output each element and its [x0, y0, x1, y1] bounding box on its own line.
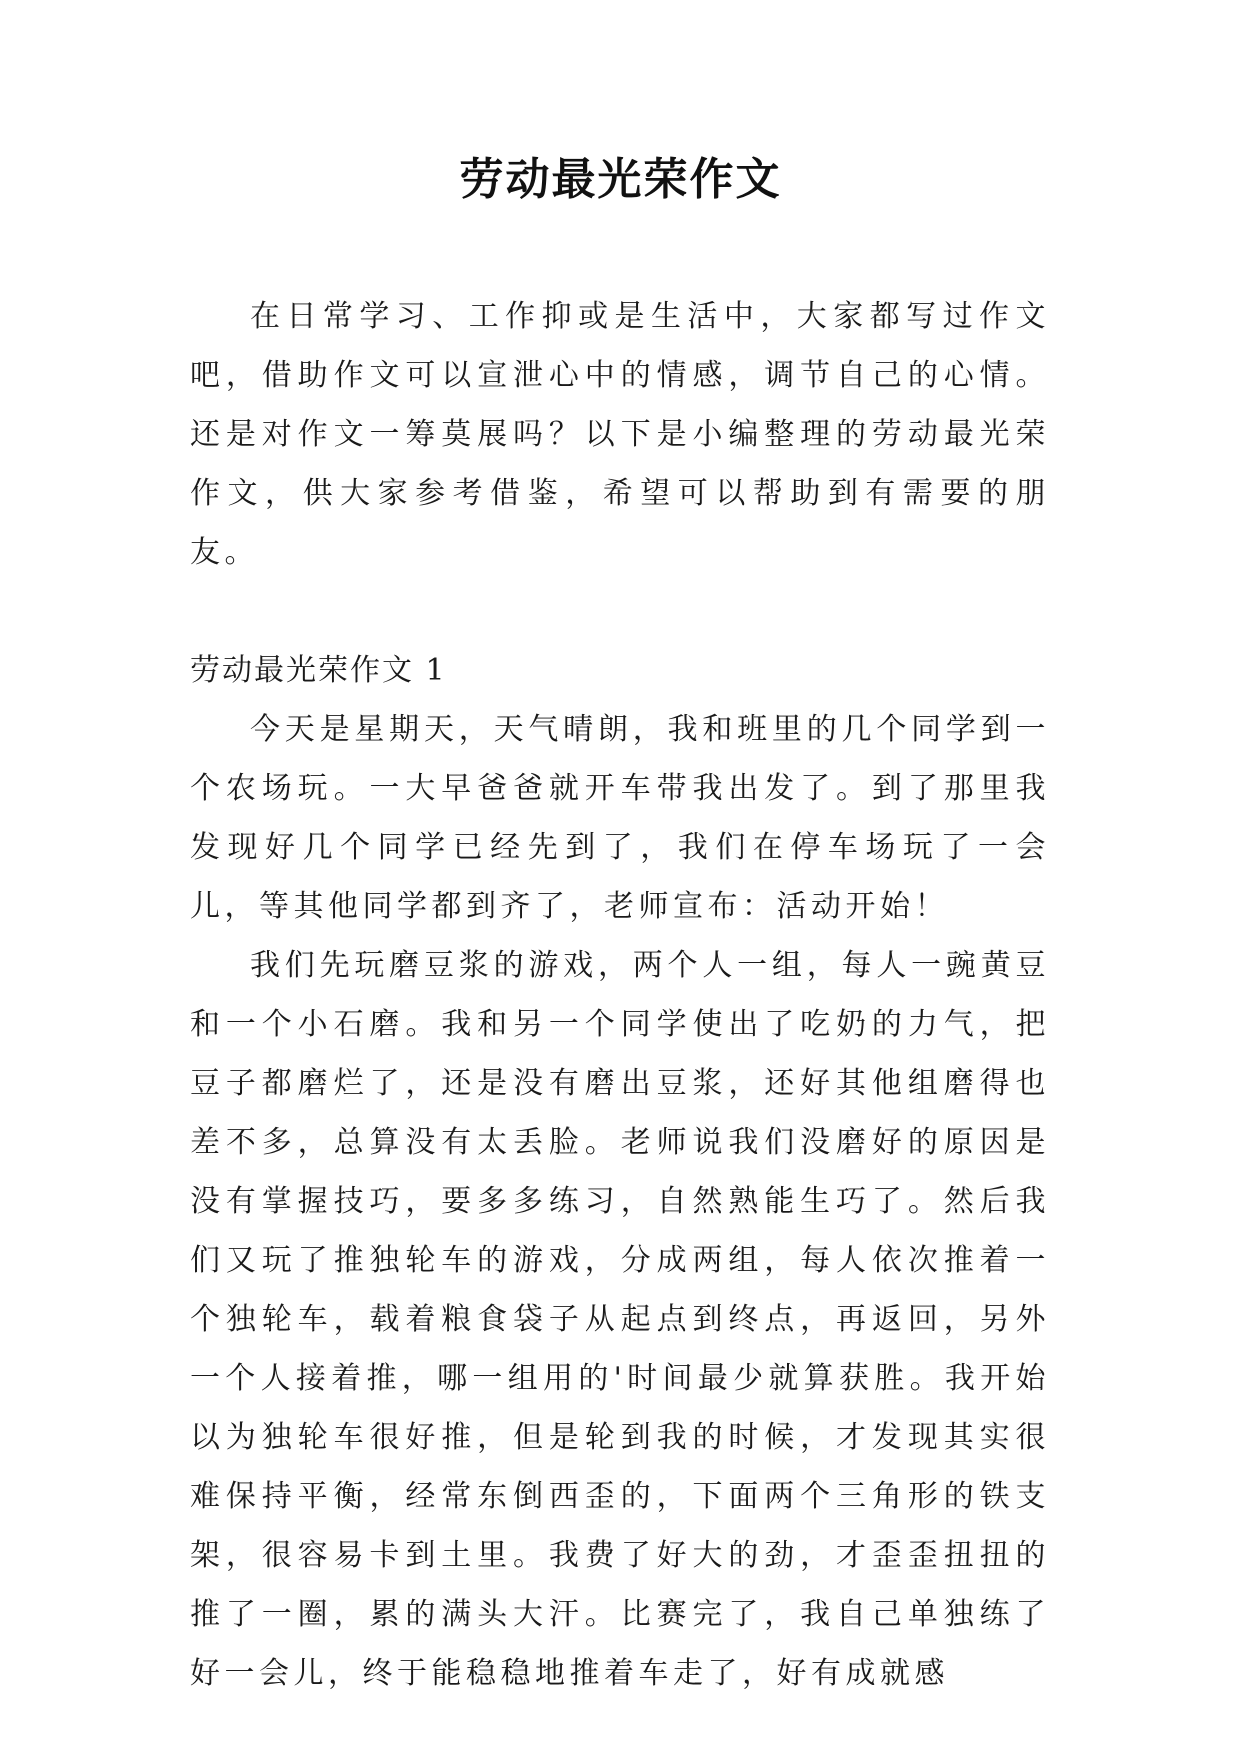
intro-paragraph: 在日常学习、工作抑或是生活中，大家都写过作文吧，借助作文可以宣泄心中的情感，调节自己的心情。还是对作文一筹莫展吗？以下是小编整理的劳动最光荣作文，供大家参考借鉴，希望可以帮助到有需要的朋友。 [190, 299, 1050, 570]
section-heading: 劳动最光荣作文 1 [190, 653, 447, 688]
body-paragraph: 今天是星期天，天气晴朗，我和班里的几个同学到一个农场玩。一大早爸爸就开车带我出发了。到了那里我发现好几个同学已经先到了，我们在停车场玩了一会儿，等其他同学都到齐了，老师宣布：活动开始！ [190, 712, 1050, 924]
body-paragraph: 我们先玩磨豆浆的游戏，两个人一组，每人一豌黄豆和一个小石磨。我和另一个同学使出了吃奶的力气，把豆子都磨烂了，还是没有磨出豆浆，还好其他组磨得也差不多，总算没有太丢脸。老师说我们没磨好的原因是没有掌握技巧，要多多练习，自然熟能生巧了。然后我们又玩了推独轮车的游戏，分成两组，每人依次推着一个独轮车，载着粮食袋子从起点到终点，再返回，另外一个人接着推，哪一组用的'时间最少就算获胜。我开始以为独轮车很好推，但是轮到我的时候，才发现其实很难保持平衡，经常东倒西歪的，下面两个三角形的铁支架，很容易卡到土里。我费了好大的劲，才歪歪扭扭的推了一圈，累的满头大汗。比赛完了，我自己单独练了好一会儿，终于能稳稳地推着车走了，好有成就感 [190, 948, 1050, 1691]
document-body [190, 287, 1050, 1703]
document-title: 劳动最光荣作文 [459, 154, 782, 205]
